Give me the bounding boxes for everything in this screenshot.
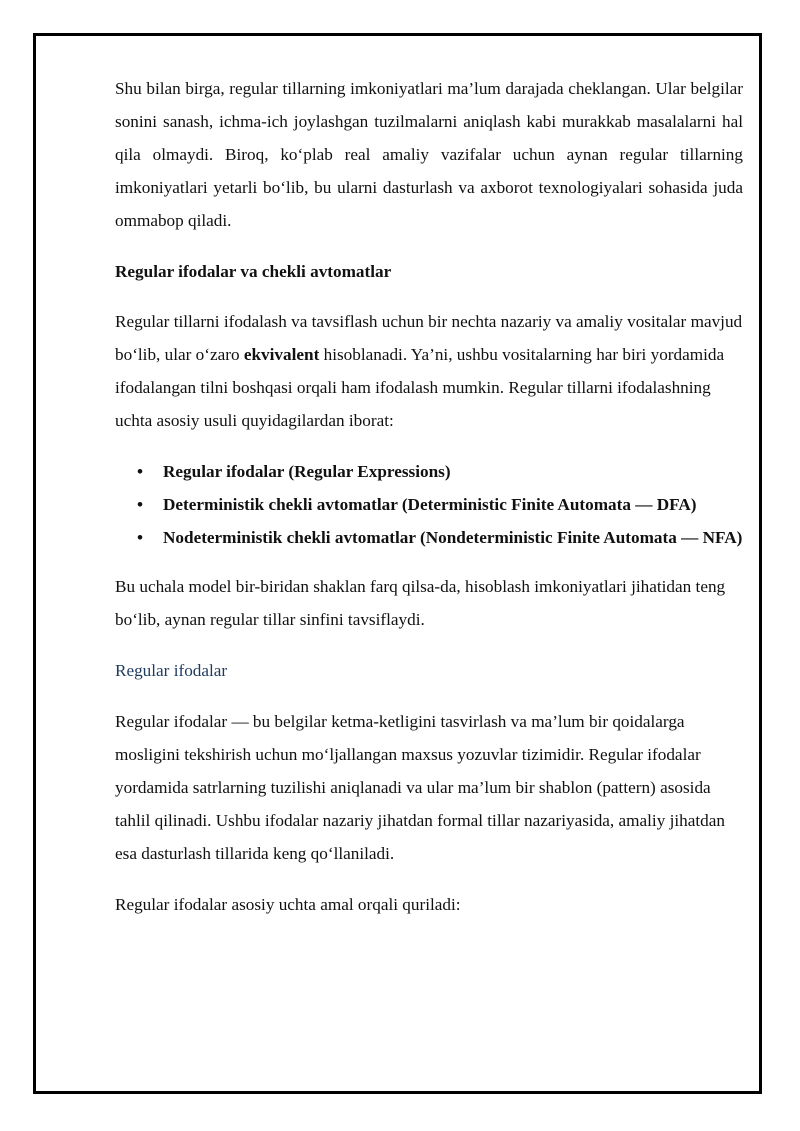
- document-body: [115, 72, 743, 921]
- subsection-heading-regex: Regular ifodalar: [115, 661, 228, 680]
- list-item: [115, 455, 743, 488]
- paragraph-models-equal: Bu uchala model bir-biridan shaklan farq qilsa-da, hisoblash imkoniyatlari jihatidan teng bo‘lib, aynan regular tillar sinfini tavsiflaydi.: [115, 577, 726, 629]
- paragraph-equivalence-text-end: hisoblanadi. Ya’ni, ushbu vositalarning har biri yordamida ifodalangan tilni boshqasi orqali ham ifodalash mumkin. Regular tillarni ifodalashning uchta asosiy usuli quyidagilardan iborat:: [115, 345, 725, 430]
- methods-list: [115, 455, 743, 554]
- list-item: [115, 488, 743, 521]
- paragraph-regex-operations: Regular ifodalar asosiy uchta amal orqali quriladi:: [115, 895, 461, 914]
- list-item: [115, 521, 743, 554]
- list-item-text: Deterministik chekli avtomatlar (Deterministic Finite Automata — DFA): [163, 495, 697, 514]
- paragraph-regex-definition: Regular ifodalar — bu belgilar ketma-ketligini tasvirlash va ma’lum bir qoidalarga mosligini tekshirish uchun mo‘ljallangan maxsus yozuvlar tizimidir. Regular ifodalar yordamida satrlarning tuzilishi aniqlanadi va ular ma’lum bir shablon (pattern) asosida tahlil qilinadi. Ushbu ifodalar nazariy jihatdan formal tillar nazariyasida, amaliy jihatdan esa dasturlash tillarida keng qo‘llaniladi.: [115, 712, 725, 863]
- list-item-text: Nodeterministik chekli avtomatlar (Nondeterministic Finite Automata — NFA): [163, 528, 743, 547]
- bullet-icon: •: [137, 462, 144, 481]
- paragraph-equivalence-text-start: Regular tillarni ifodalash va tavsiflash uchun bir nechta nazariy va amaliy vositalar mavjud bo‘lib, ular o‘zaro: [115, 312, 743, 364]
- term-ekvivalent: ekvivalent: [243, 345, 320, 364]
- section-heading-regex-automata: Regular ifodalar va chekli avtomatlar: [115, 262, 392, 281]
- bullet-icon: •: [137, 528, 144, 547]
- bullet-icon: •: [137, 495, 144, 514]
- list-item-text: Regular ifodalar (Regular Expressions): [163, 462, 451, 481]
- paragraph-limitations: Shu bilan birga, regular tillarning imkoniyatlari ma’lum darajada cheklangan. Ular belgilar sonini sanash, ichma-ich joylashgan tuzilmalarni aniqlash kabi murakkab masalalarni hal qila olmaydi. Biroq, ko‘plab real amaliy vazifalar uchun aynan regular tillarning imkoniyatlari yetarli bo‘lib, bu ularni dasturlash va axborot texnologiyalari sohasida juda ommabop qiladi.: [115, 79, 743, 230]
- paragraph-equivalence: [115, 305, 743, 437]
